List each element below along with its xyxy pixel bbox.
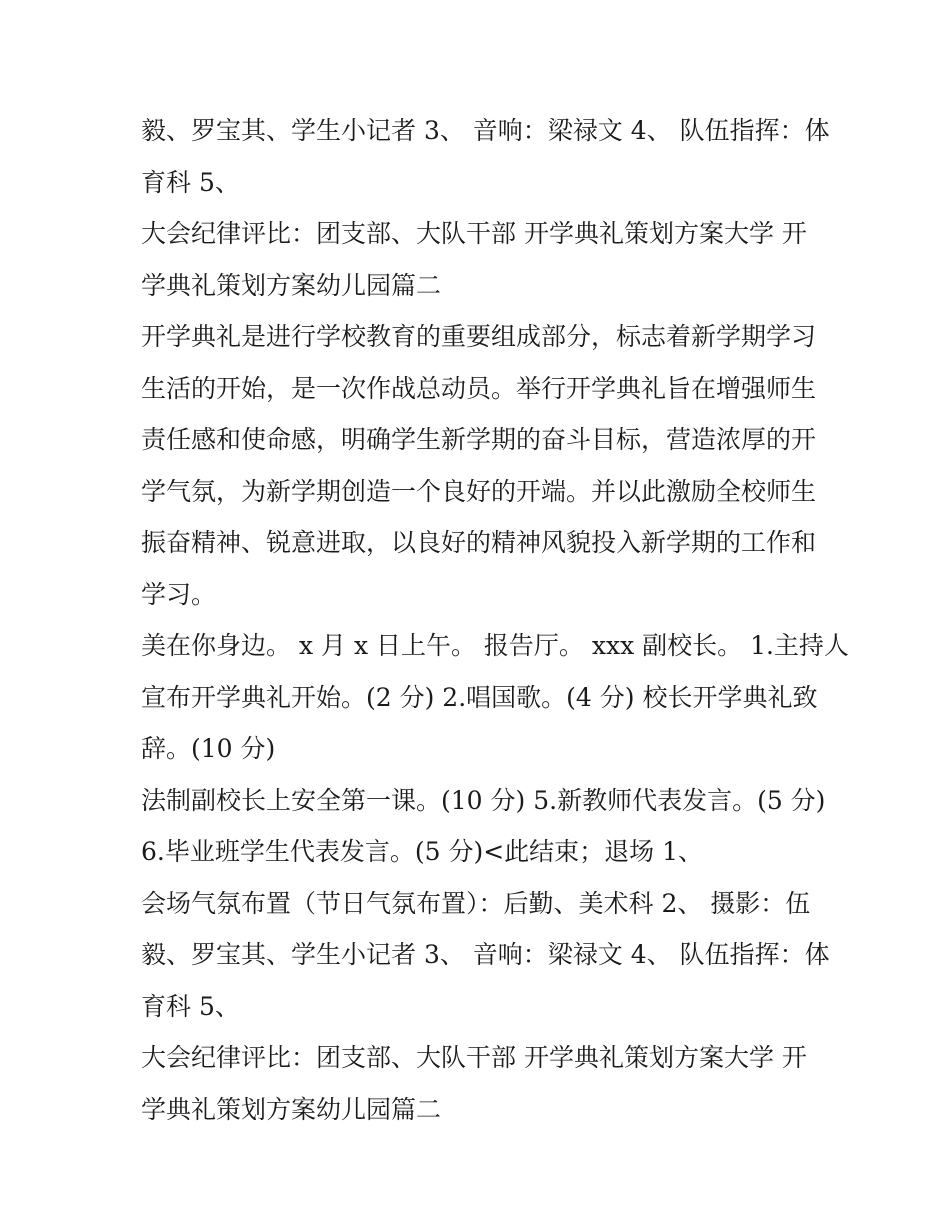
text-line: 开学典礼是进行学校教育的重要组成部分，标志着新学期学习 (141, 322, 817, 351)
text-line: 毅、罗宝其、学生小记者 3、 音响：梁禄文 4、 队伍指挥：体 (141, 940, 830, 969)
text-line: 毅、罗宝其、学生小记者 3、 音响：梁禄文 4、 队伍指挥：体 (141, 116, 830, 145)
text-line: 学典礼策划方案幼儿园篇二 (141, 270, 442, 300)
text-line: 法制副校长上安全第一课。(10 分) 5.新教师代表发言。(5 分) (141, 785, 826, 815)
text-line: 生活的开始，是一次作战总动员。举行开学典礼旨在增强师生 (141, 373, 817, 403)
body-text (141, 105, 849, 1135)
text-line: 学典礼策划方案幼儿园篇二 (141, 1094, 442, 1124)
text-line: 大会纪律评比：团支部、大队干部 开学典礼策划方案大学 开 (141, 219, 807, 248)
text-line: 辞。(10 分) (141, 734, 276, 763)
text-line: 育科 5、 (141, 991, 240, 1021)
text-line: 学气氛，为新学期创造一个良好的开端。并以此激励全校师生 (141, 476, 817, 506)
text-line: 会场气氛布置（节日气氛布置）：后勤、美术科 2、 摄影：伍 (141, 888, 811, 918)
text-line: 振奋精神、锐意进取，以良好的精神风貌投入新学期的工作和 (141, 528, 817, 557)
text-line: 6.毕业班学生代表发言。(5 分)<此结束；退场 1、 (141, 837, 704, 866)
text-line: 大会纪律评比：团支部、大队干部 开学典礼策划方案大学 开 (141, 1043, 807, 1072)
text-line: 美在你身边。 x 月 x 日上午。 报告厅。 xxx 副校长。 1.主持人 (141, 631, 849, 660)
text-line: 育科 5、 (141, 167, 240, 197)
text-line: 宣布开学典礼开始。(2 分) 2.唱国歌。(4 分) 校长开学典礼致 (141, 682, 818, 712)
text-line: 责任感和使命感，明确学生新学期的奋斗目标，营造浓厚的开 (141, 425, 817, 454)
text-line: 学习。 (141, 579, 217, 609)
